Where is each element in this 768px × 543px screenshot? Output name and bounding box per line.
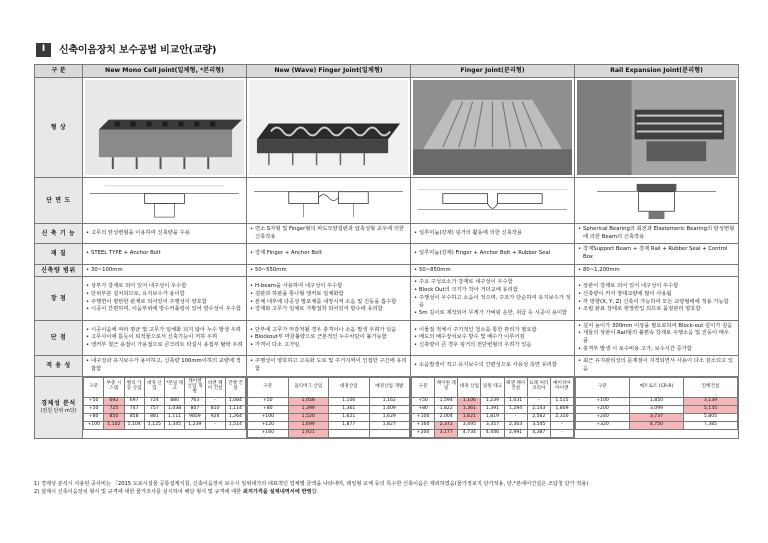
econ-data-cell: 3,495 [458,421,481,429]
econ-data-row [412,397,574,405]
cons-item: • Blockout부 마감불량으로 근본적인 누수차단이 불가능함 [250,334,407,342]
econ-head-cell: 진행 건설 [225,377,245,397]
cons-cell-4 [575,320,739,356]
econ-head-cell: 표레 씨티 코리아 [527,377,550,397]
footnote-1: 1) 경제성 분석시 사용된 공사비는 「2015 도로시설물 공통설계지침, 신축이음장치 보수시 일위대가의 대표적인 업체별 금액을 나타내며, 레일형 교체 등의 특수한 신축이음은 제외하였음(물가정보지 단가적용, 단,*본에이건설은 조달청 단가 적용) [34,481,589,487]
pros-item: • 본체 내부에 다공성 발포체를 내장시켜 소음 및 진동을 흡수함 [250,299,407,307]
row-label-shape: 형 상 [35,78,83,178]
pros-item: • 조립 완료 상태로 현장반입 되므로 품질관리 양호함 [578,306,735,314]
row-function [35,224,739,244]
wave-finger-joint-photo [247,78,411,178]
econ-head-cell: 비앤 페이 건설 [205,377,225,397]
econ-head-cell: *본일 테크 [165,377,185,397]
header-col-1: New Mono Cell Joint(일체형, *본리형) [83,65,247,78]
econ-data-cell: 4,734 [458,429,481,437]
footnote-2-bold: 최저가격을 설계내역서에 반영 [242,489,312,496]
econ-data-cell: 1,819 [481,413,504,421]
material-item: • 일루미늄(강재) Finger + Anchor Bolt + Rubber Seal [414,250,571,258]
econ-head-cell: 케이원 레일 [435,377,458,397]
section-drawing-1 [83,178,247,224]
econ-head-cell: 부충 시스템 [104,377,124,397]
econ-data-cell: 1,850 [630,397,684,405]
econ-data-cell: 1,111 [165,413,185,421]
econ-data-cell: 858 [124,413,144,421]
econ-head-cell: 일원 테크 [481,377,504,397]
econ-table-1 [83,377,246,430]
econ-data-cell: 807 [185,405,205,413]
pros-cell-4 [575,277,739,320]
econ-data-cell: 4,387 [527,429,550,437]
pros-item: • 신축량이 커서 장대교량에 많이 사용됨 [578,291,735,299]
econ-data-cell: 3,357 [481,421,504,429]
econ-head-cell: 태앤 페이 건설 [504,377,527,397]
function-cell-1 [83,224,247,244]
econ-data-row [576,421,738,429]
econ-data-cell: 2,372 [435,421,458,429]
pros-item: • 상부가 강재로 되어 있어 내구성이 우수함 [86,283,243,291]
econ-data-cell: - [205,421,225,429]
cons-item: • 새들의 상판이 Rail형의 불편속 강재로 주행소음 및 진동이 매우 큼 [578,330,735,345]
econ-data-cell: 1,294 [504,405,527,413]
econ-data-cell: 1,391 [481,405,504,413]
econ-data-cell: 1,399 [288,405,329,413]
econ-head-cell: 매경산업 개발 [369,377,410,397]
pros-cell-1 [83,277,247,320]
applic-cell-2 [247,356,411,376]
econ-cell-1 [83,376,247,438]
econ-data-cell: 724 [144,397,164,405]
pros-item: • 주행성이 우수하고 소음이 적으며, 구조가 단순하여 유지보수가 적음 [414,295,571,310]
econ-data-cell: 1,125 [144,421,164,429]
pros-item: • 각 방향(X, Y, Z) 신축이 가능하여 모든 교량형태에 적용 가능함 [578,299,735,307]
econ-data-row [84,397,246,405]
header-col-4: Rail Expansion Joint(분리형) [575,65,739,78]
header-col-3: Finger Joint(분리형) [411,65,575,78]
cons-item: • 가격이 다소 고가임 [250,342,407,350]
cons-cell-3 [411,320,575,356]
econ-data-cell [369,429,410,437]
econ-data-cell: - [504,413,527,421]
row-label-range: 신축량 범위 [35,264,83,277]
econ-data-cell: 725 [104,405,124,413]
econ-head-cell: 대경산업 [329,377,370,397]
pros-item: • 5m 길이로 제작되어 무게가 가벼워 운반, 취급 등 시공이 용이함 [414,310,571,318]
econ-data-cell: +320 [576,421,630,429]
section-drawing-4 [575,178,739,224]
econ-data-cell: +120 [248,421,289,429]
econ-data-cell: 1,239 [481,397,504,405]
pros-item: • Block Out의 크기가 작아 거더교에 유리함 [414,287,571,295]
mono-cell-joint-photo [83,78,247,178]
cons-item: • 앵커부 철근 용접이 가용접으로 큰크리트 타설시 용접부 탈락 우려 [86,342,243,350]
econ-data-cell [329,429,370,437]
econ-head-cell: 옵티머그 산업 [288,377,329,397]
econ-head-cell: 대경 산업 [144,377,164,397]
econ-data-row [248,421,410,429]
footnote-2-end: 함. [311,489,319,496]
econ-data-cell: +50 [412,397,435,405]
material-cell-2 [247,244,411,264]
econ-head-row [576,377,738,397]
function-item: • 면소 S자형 및 Finger형의 파도모양설판과 압축성형 교우에 의한 신축작용 [250,226,407,241]
econ-data-cell: 3,139 [684,397,738,405]
econ-data-cell: +50 [84,397,104,405]
econ-data-cell: 1,621 [458,413,481,421]
pros-item: • 설판과 하판을 통나형 앵커로 일체화함 [250,291,407,299]
title-bar [36,42,216,58]
econ-data-cell: 850 [104,413,124,421]
econ-data-cell: 881 [144,413,164,421]
title-number: Ⅰ [36,43,51,57]
row-economics [35,376,739,438]
row-section [35,178,739,224]
row-applicability [35,356,739,376]
econ-table-2 [247,377,410,438]
econ-data-row [412,421,574,429]
econ-data-cell: 1,038 [165,405,185,413]
econ-cell-4 [575,376,739,438]
applic-item: • 최근 유지관리성의 문제점이 지적되면서 사용이 다소 감소되고 있음 [578,358,735,373]
range-item: • 80~1,200mm [578,267,735,275]
pros-cell-3 [411,277,575,320]
cons-item: • 이물질 적체시 주기적인 청소를 통한 관리가 필요함 [414,327,571,335]
econ-data-cell: 3,737 [630,413,684,421]
econ-data-cell: 1,102 [104,421,124,429]
econ-data-cell: 1,361 [329,405,370,413]
econ-data-cell: 1,514 [225,421,245,429]
econ-data-row [412,405,574,413]
econ-data-row [84,413,246,421]
econ-table-3 [411,377,574,438]
applic-cell-3 [411,356,575,376]
cons-item: • 설치 높이가 300mm 이상을 필요로하여 Block-out 깊이가 깊음 [578,323,735,331]
econ-head-cell: 예이치아 아이앤 [550,377,573,397]
econ-unit: (천원 단위 m당) [40,407,77,414]
econ-head-cell: 대경 산업 [458,377,481,397]
econ-data-cell: 2,562 [527,413,550,421]
range-cell-4 [575,264,739,277]
finger-joint-photo [411,78,575,178]
row-cons [35,320,739,356]
econ-data-cell: 880 [165,397,185,405]
econ-data-cell: +160 [248,429,289,437]
econ-data-cell: +50 [84,405,104,413]
econ-data-cell: 1,515 [550,397,573,405]
function-item: • Spherical Bearing의 회전과 Elastomeric Bearing의 탄성변형에 의한 Beam의 신축작용 [578,226,735,241]
applic-cell-4 [575,356,739,376]
row-shape [35,78,739,178]
pros-item: • 주행면이 평탄한 관계로 되어있어 주행성이 양호함 [86,299,243,307]
row-pros [35,277,739,320]
econ-data-cell: +200 [576,405,630,413]
page-title: 신축이음장치 보수공법 비교안(교량) [59,44,217,56]
material-item: • STEEL TYPE + Anchor Bolt [86,250,243,258]
row-label-material: 재 질 [35,244,83,264]
econ-data-cell: 1,822 [435,405,458,413]
econ-data-row [412,429,574,437]
footnotes [34,480,744,496]
econ-table-4 [575,377,738,430]
econ-data-cell: 5,135 [684,405,738,413]
cons-cell-1 [83,320,247,356]
pros-cell-2 [247,277,411,320]
econ-data-cell: 1,594 [435,397,458,405]
econ-data-cell: 1,809 [550,405,573,413]
econ-data-cell: +80 [84,413,104,421]
econ-data-cell: 1,409 [369,405,410,413]
econ-head-cell: 벨리 가동 산업 [124,377,144,397]
econ-data-cell: - [205,397,225,405]
econ-data-cell: - [527,397,550,405]
econ-data-cell: +200 [412,429,435,437]
econ-data-row [248,413,410,421]
row-label-applicability: 적 용 성 [35,356,83,376]
material-item: • 강재Support Beam + 강재 Rail + Rubber Seal + Control Box [578,246,735,261]
econ-data-row [576,405,738,413]
material-item: • 강재 Finger + Anchor Bolt [250,250,407,258]
econ-data-cell: 1,699 [288,421,329,429]
range-cell-3 [411,264,575,277]
econ-data-cell: 3,545 [527,421,550,429]
row-label-pros: 장 점 [35,277,83,320]
econ-data-row [248,397,410,405]
function-cell-2 [247,224,411,244]
cons-item: • 단부에 고무가 마감처될 경우 충격이나 소음 발생 우려가 있음 [250,327,407,335]
econ-data-cell: 4,446 [481,429,504,437]
econ-data-cell: 7,385 [684,421,738,429]
row-label-function: 신 축 기 능 [35,224,83,244]
econ-data-cell: +100 [576,397,630,405]
econ-data-cell: 2,303 [504,421,527,429]
econ-data-cell: 692 [104,397,124,405]
econ-data-cell: 1,084 [225,397,245,405]
econ-data-cell: 1,031 [504,397,527,405]
econ-data-cell: 747 [124,405,144,413]
applic-item: • 주행성이 양호하고 고속화 도로 및 주거지역이 인접한 구간에 유리함 [250,358,407,373]
econ-data-cell: +50 [248,397,289,405]
econ-data-cell: - [550,429,573,437]
econ-data-row [576,413,738,421]
section-drawing-3 [411,178,575,224]
applic-item: • 내구성과 유지보수가 용이하고, 신축량 100mm이하의 교량에 적합함 [86,358,243,373]
pros-item: • 강재와 고무가 일체로 가황접착 되어있어 방수에 유리함 [250,306,407,314]
function-cell-3 [411,224,575,244]
econ-head-cell: 구분 [576,377,630,397]
range-cell-2 [247,264,411,277]
econ-data-cell: +80 [248,405,289,413]
econ-head-cell: 진행건설 [684,377,738,397]
econ-data-cell: +80 [412,405,435,413]
econ-data-cell: 2,310 [550,413,573,421]
econ-data-cell: 2,143 [527,405,550,413]
econ-data-cell: - [550,421,573,429]
econ-data-row [412,413,574,421]
econ-data-cell: 1,827 [369,421,410,429]
econ-head-cell: 구분 [84,377,104,397]
econ-data-cell: +100 [84,421,104,429]
header-col-2: New (Wave) Finger Joint(일체형) [247,65,411,78]
econ-data-cell: 926 [205,413,225,421]
applic-item: • 소음발생이 적고 유지보수의 간편성으로 사용성 측면 유리함 [414,362,571,370]
econ-data-row [84,421,246,429]
pros-item: • 시공이 간편하며, 이음부위에 방수커플링이 있어 방수성이 우수함 [86,306,243,314]
section-drawing-2 [247,178,411,224]
row-label-cons: 단 점 [35,320,83,356]
econ-data-cell: 1,106 [458,397,481,405]
econ-data-row [248,405,410,413]
pros-item: • H-beam을 사용하여 내구성이 우수함 [250,283,407,291]
rail-expansion-joint-photo [575,78,739,178]
footnote-2 [34,488,744,496]
econ-head-row [84,377,246,397]
header-label: 구 분 [35,65,83,78]
footnote-2-text: 2) 설계시 신축이음장치 형식 및 규격에 대한 물가조사를 실시하여 해당 형식 및 규격에 대한 [34,489,243,496]
econ-data-cell: 9859 [185,413,205,421]
econ-head-row [248,377,410,397]
row-label-section: 단 면 도 [35,178,83,224]
econ-label: 경제성 분석 [41,400,76,408]
range-item: • 50~550mm [250,267,407,275]
function-item: • 고무의 탄성변형을 이용하여 신축량을 수용 [86,230,243,238]
cons-item: • 충격부 발생 시 보수비용 고가, 보수시간 증가함 [578,346,735,354]
range-cell-1 [83,264,247,277]
pros-item: • 상판이 강재로 되어 있어 내구성이 우수함 [578,283,735,291]
range-item: • 50~850mm [414,267,571,275]
econ-data-row [248,429,410,437]
cons-item: • 신축량이 큰 경우 핑거의 전단변형의 우려가 있음 [414,342,571,350]
econ-head-cell: 케이엔 산업 개발 [185,377,205,397]
row-label-economics [35,376,83,438]
cons-item: • 고무사이에 틈듯이 퇴적물으로서 신축기능이 저하 우려 [86,334,243,342]
econ-data-row [84,405,246,413]
applic-cell-1 [83,356,247,376]
econ-data-cell: 3,177 [435,429,458,437]
econ-data-cell: 757 [144,405,164,413]
econ-data-cell: 1,058 [288,397,329,405]
range-item: • 30~100mm [86,267,243,275]
econ-data-cell: 1,114 [225,405,245,413]
econ-data-cell: 4,750 [630,421,684,429]
econ-data-cell: +240 [576,413,630,421]
econ-data-cell: 1,264 [225,413,245,421]
cons-cell-2 [247,320,411,356]
econ-data-cell: 1,520 [288,413,329,421]
pros-item: • 주요 구성요소가 강재로 내구성이 우수함 [414,279,571,287]
cons-item: • 시공이음에 따라 평균 및 고무가 일체화 되지 않아 누수 발생 우려 [86,327,243,335]
econ-head-row [412,377,574,397]
econ-data-cell: 697 [124,397,144,405]
econ-data-cell: 1,629 [369,413,410,421]
econ-data-cell: 1,621 [329,413,370,421]
econ-data-cell: +160 [412,421,435,429]
cons-item: • 배도의 배수장치보수 방수 및 배수가 이루어짐 [414,334,571,342]
econ-data-cell: 1,239 [185,421,205,429]
econ-data-cell: 1,104 [124,421,144,429]
function-item: • 일루미늄(강재) 핑거의 활동에 의한 신축작용 [414,230,571,238]
econ-data-cell: 3,099 [630,405,684,413]
header-row [35,65,739,78]
econ-data-cell: 1,106 [329,397,370,405]
econ-data-cell: 1,921 [288,429,329,437]
econ-data-cell: 5,805 [684,413,738,421]
econ-head-cell: 구분 [412,377,435,397]
pros-item: • 단위부분 설치되므로, 유지보수가 용이함 [86,291,243,299]
function-cell-4 [575,224,739,244]
material-cell-4 [575,244,739,264]
econ-data-cell: +100 [248,413,289,421]
econ-data-cell: 1,162 [369,397,410,405]
econ-head-cell: 구분 [248,377,289,397]
econ-data-cell: 1,345 [165,421,185,429]
econ-data-row [576,397,738,405]
row-material [35,244,739,264]
econ-data-cell: +100 [412,413,435,421]
econ-data-cell: 1,361 [458,405,481,413]
row-range [35,264,739,277]
comparison-table [34,64,739,439]
econ-head-cell: 메트로트 (CR-R) [630,377,684,397]
material-cell-1 [83,244,247,264]
econ-data-cell: 2,991 [504,429,527,437]
econ-data-cell: 763 [185,397,205,405]
econ-data-cell: 1,877 [329,421,370,429]
econ-cell-2 [247,376,411,438]
material-cell-3 [411,244,575,264]
econ-cell-3 [411,376,575,438]
econ-data-cell: 2,004 [435,413,458,421]
econ-data-cell: 810 [205,405,225,413]
